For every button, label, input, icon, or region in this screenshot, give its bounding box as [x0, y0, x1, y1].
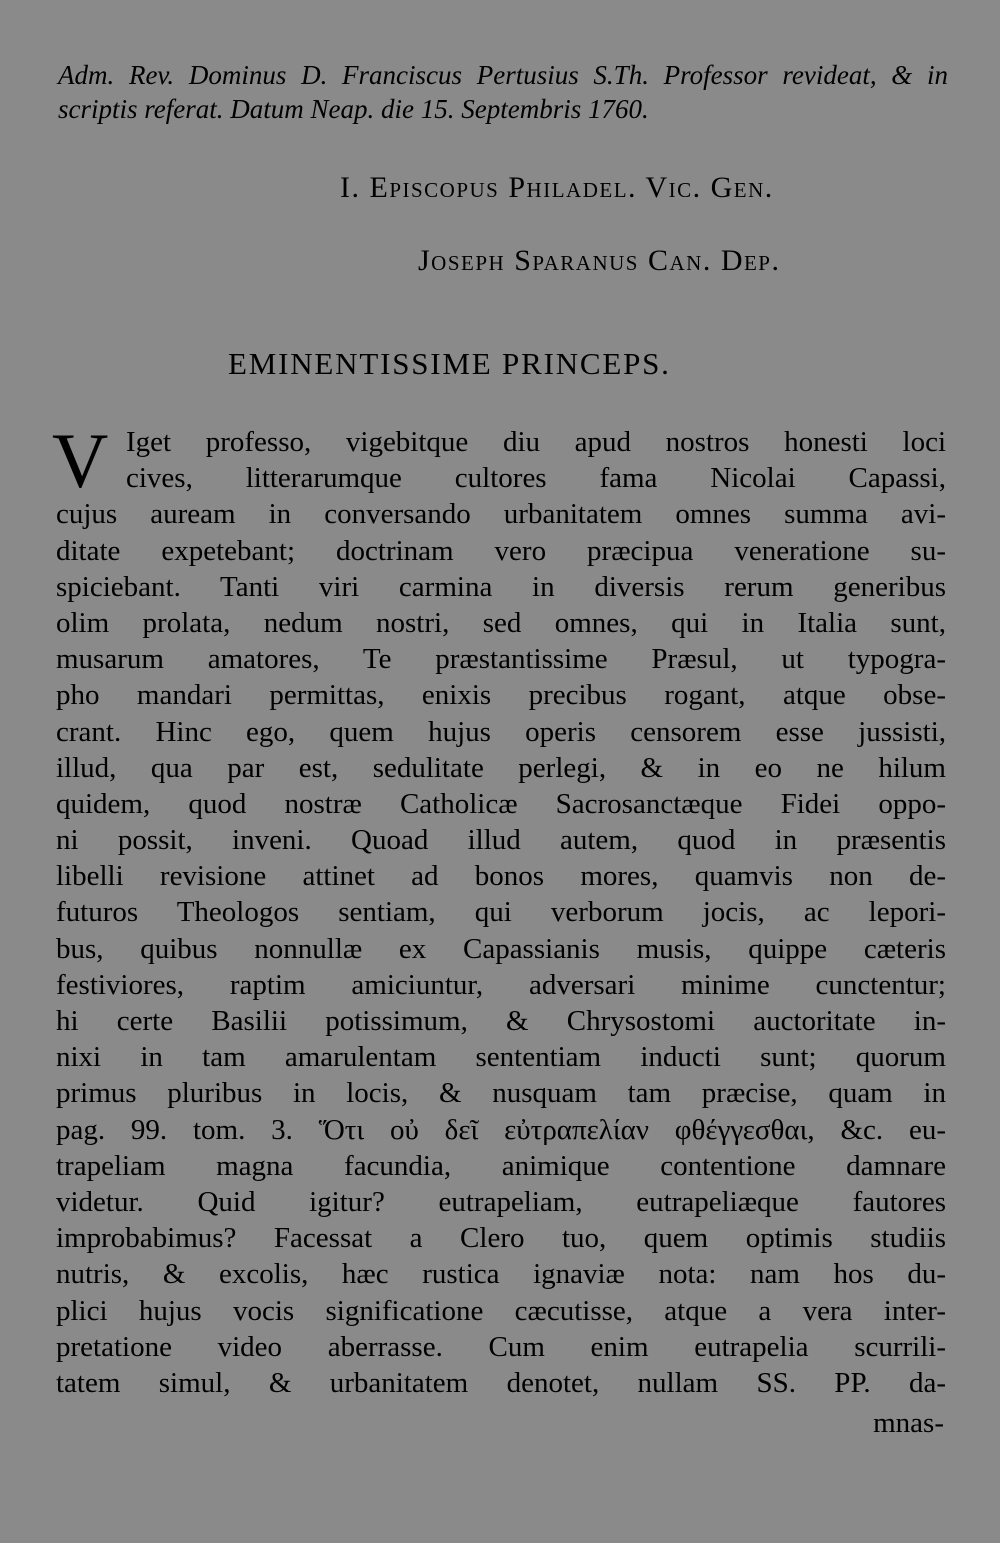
body-line: primus pluribus in locis, & nusquam tam præcise, quam in [56, 1077, 946, 1110]
signature-vicar-general: I. Episcopus Philadel. Vic. Gen. [340, 171, 774, 204]
body-line: trapeliam magna facundia, animique contentione damnare [56, 1149, 946, 1182]
page-heading: EMINENTISSIME PRINCEPS. [228, 346, 671, 381]
body-line: pretatione video aberrasse. Cum enim eutrapelia scurrili- [56, 1330, 946, 1363]
body-line: libelli revisione attinet ad bonos mores, quamvis non de- [56, 860, 946, 893]
body-line: futuros Theologos sentiam, qui verborum jocis, ac lepori- [56, 896, 946, 929]
body-line: festiviores, raptim amiciuntur, adversari minime cunctentur; [56, 968, 946, 1001]
body-line: illud, qua par est, sedulitate perlegi, & in eo ne hilum [56, 751, 946, 784]
body-line: pag. 99. tom. 3. Ὅτι οὐ δεῖ εὐτραπελίαν φθέγγεσθαι, &c. eu- [56, 1113, 946, 1146]
drop-cap: V [52, 417, 109, 504]
body-line: cujus auream in conversando urbanitatem omnes summa avi- [56, 498, 946, 531]
body-line: Iget professo, vigebitque diu apud nostros honesti loci [126, 426, 946, 458]
body-text [52, 417, 946, 1401]
body-line: nutris, & excolis, hæc rustica ignaviæ nota: nam hos du- [56, 1258, 946, 1291]
body-line: plici hujus vocis significatione cæcutisse, atque a vera inter- [56, 1294, 946, 1327]
body-line: bus, quibus nonnullæ ex Capassianis musis, quippe cæteris [56, 932, 946, 965]
body-line: tatem simul, & urbanitatem denotet, nullam SS. PP. da- [56, 1366, 946, 1399]
body-line: improbabimus? Facessat a Clero tuo, quem optimis studiis [56, 1222, 946, 1255]
body-line: nixi in tam amarulentam sententiam inducti sunt; quorum [56, 1041, 946, 1074]
body-line: spiciebant. Tanti viri carmina in diversis rerum generibus [56, 570, 946, 603]
body-line: crant. Hinc ego, quem hujus operis censorem esse jussisti, [56, 715, 946, 748]
body-line: olim prolata, nedum nostri, sed omnes, qui in Italia sunt, [56, 606, 946, 639]
approval-note: Adm. Rev. Dominus D. Franciscus Pertusius S.Th. Professor revideat, & in scriptis referat. Datum Neap. die 15. Septembris 1760. [58, 60, 948, 124]
body-line: cives, litterarumque cultores fama Nicolai Capassi, [126, 462, 946, 495]
body-line: pho mandari permittas, enixis precibus rogant, atque obse- [56, 679, 946, 712]
catchword: mnas- [873, 1407, 944, 1439]
body-line: musarum amatores, Te præstantissime Præsul, ut typogra- [56, 643, 946, 676]
body-line: videtur. Quid igitur? eutrapeliam, eutrapeliæque fautores [56, 1185, 946, 1218]
body-line: hi certe Basilii potissimum, & Chrysostomi auctoritate in- [56, 1005, 946, 1037]
body-line: ditate expetebant; doctrinam vero præcipua veneratione su- [56, 534, 946, 567]
body-line: quidem, quod nostræ Catholicæ Sacrosanctæque Fidei oppo- [56, 787, 946, 820]
body-line: ni possit, inveni. Quoad illud autem, quod in præsentis [56, 824, 946, 857]
signature-deputy: Joseph Sparanus Can. Dep. [418, 244, 781, 277]
